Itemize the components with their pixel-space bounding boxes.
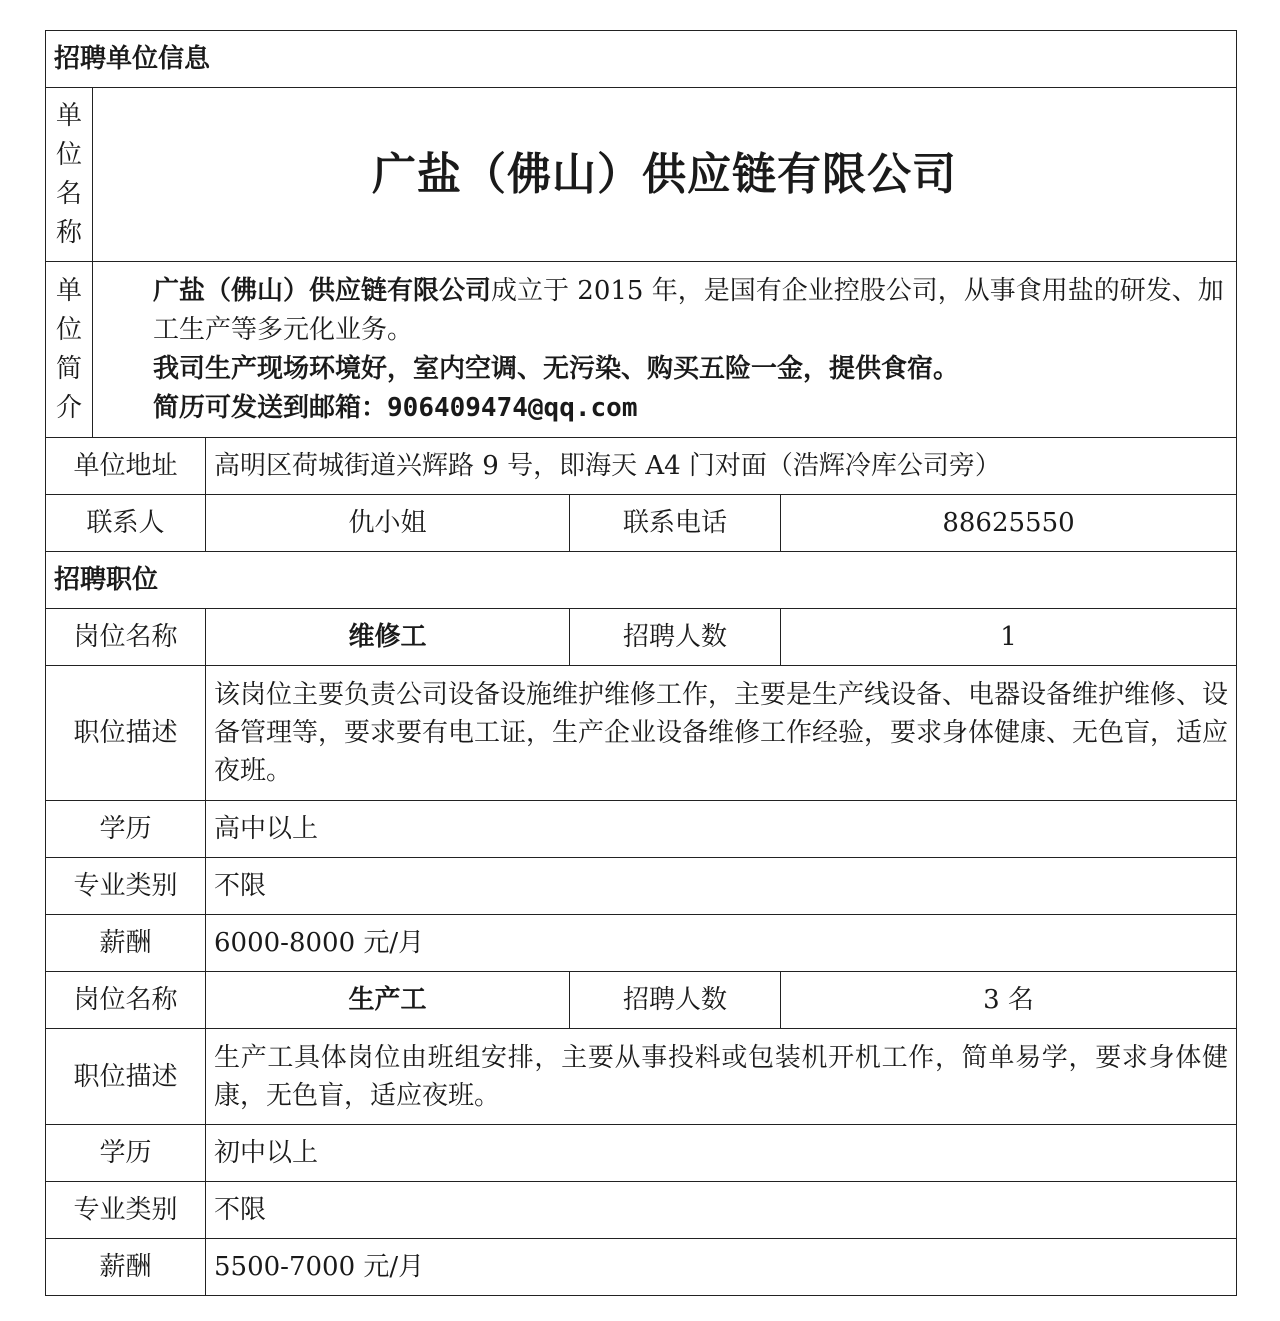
intro-line-1: 成立于 2015 年，是国有企业控股公司，从事食用盐的研发、加工生产等多元化业务。 xyxy=(153,275,1224,345)
job-1-count: 1 xyxy=(781,609,1237,666)
company-intro-label xyxy=(46,262,93,438)
section-row-company xyxy=(46,31,1237,88)
job-1-edu-label: 学历 xyxy=(46,801,206,858)
address-value: 高明区荷城街道兴辉路 9 号，即海天 A4 门对面（浩辉冷库公司旁） xyxy=(206,438,1237,495)
contact-label: 联系人 xyxy=(46,495,206,552)
job-1-major: 不限 xyxy=(206,858,1237,915)
job-2-salary: 5500-7000 元/月 xyxy=(206,1239,1237,1296)
vertical-label-char: 单 xyxy=(55,100,82,131)
section-row-jobs xyxy=(46,552,1237,609)
section-title-company: 招聘单位信息 xyxy=(46,31,1237,88)
vertical-label-char: 单 xyxy=(55,275,82,306)
job-1-salary-label: 薪酬 xyxy=(46,915,206,972)
company-name: 广盐（佛山）供应链有限公司 xyxy=(93,88,1237,262)
job-1-desc: 该岗位主要负责公司设备设施维护维修工作，主要是生产线设备、电器设备维护维修、设备管理等，要求要有电工证，生产企业设备维修工作经验，要求身体健康、无色盲，适应夜班。 xyxy=(206,666,1237,801)
address-label: 单位地址 xyxy=(46,438,206,495)
job-2-major: 不限 xyxy=(206,1182,1237,1239)
job-1-title-label: 岗位名称 xyxy=(46,609,206,666)
job-2-salary-label: 薪酬 xyxy=(46,1239,206,1296)
job-1-edu: 高中以上 xyxy=(206,801,1237,858)
job-1-title: 维修工 xyxy=(206,609,570,666)
intro-paragraph-1 xyxy=(101,272,1228,350)
intro-email-prefix: 简历可发送到邮箱： xyxy=(153,392,388,423)
job-2-title-label: 岗位名称 xyxy=(46,972,206,1029)
intro-company-name: 广盐（佛山）供应链有限公司 xyxy=(153,275,492,306)
job-2-count: 3 名 xyxy=(781,972,1237,1029)
section-title-jobs: 招聘职位 xyxy=(46,552,1237,609)
job-1-edu-row xyxy=(46,801,1237,858)
phone-value: 88625550 xyxy=(781,495,1237,552)
job-1-salary: 6000-8000 元/月 xyxy=(206,915,1237,972)
job-2-salary-row xyxy=(46,1239,1237,1296)
vertical-label-char: 简 xyxy=(55,353,82,384)
company-name-label xyxy=(46,88,93,262)
job-1-title-row xyxy=(46,609,1237,666)
job-1-salary-row xyxy=(46,915,1237,972)
company-intro xyxy=(93,262,1237,438)
job-1-major-label: 专业类别 xyxy=(46,858,206,915)
job-2-major-row xyxy=(46,1182,1237,1239)
vertical-label-char: 名 xyxy=(55,178,82,209)
vertical-label-char: 位 xyxy=(55,314,82,345)
intro-paragraph-2: 我司生产现场环境好，室内空调、无污染、购买五险一金，提供食宿。 xyxy=(153,353,960,384)
vertical-label-char: 称 xyxy=(55,217,82,248)
job-1-desc-row xyxy=(46,666,1237,801)
intro-email: 906409474@qq.com xyxy=(387,392,638,423)
company-intro-row xyxy=(46,262,1237,438)
job-1-desc-label: 职位描述 xyxy=(46,666,206,801)
vertical-label-char: 位 xyxy=(55,139,82,170)
job-2-desc-label: 职位描述 xyxy=(46,1029,206,1125)
job-1-major-row xyxy=(46,858,1237,915)
contact-row xyxy=(46,495,1237,552)
intro-paragraph-3 xyxy=(101,389,1228,428)
vertical-label-char: 介 xyxy=(55,392,82,423)
job-2-edu-label: 学历 xyxy=(46,1125,206,1182)
company-intro-label-text xyxy=(46,272,92,428)
phone-label: 联系电话 xyxy=(570,495,781,552)
address-row xyxy=(46,438,1237,495)
job-2-count-label: 招聘人数 xyxy=(570,972,781,1029)
job-2-desc: 生产工具体岗位由班组安排，主要从事投料或包装机开机工作，简单易学，要求身体健康，无色盲，适应夜班。 xyxy=(206,1029,1237,1125)
job-2-edu: 初中以上 xyxy=(206,1125,1237,1182)
job-2-title-row xyxy=(46,972,1237,1029)
job-1-count-label: 招聘人数 xyxy=(570,609,781,666)
company-name-label-text xyxy=(46,97,92,253)
recruitment-table xyxy=(45,30,1237,1296)
job-2-edu-row xyxy=(46,1125,1237,1182)
job-2-major-label: 专业类别 xyxy=(46,1182,206,1239)
company-name-row xyxy=(46,88,1237,262)
job-2-desc-row xyxy=(46,1029,1237,1125)
job-2-title: 生产工 xyxy=(206,972,570,1029)
contact-value: 仇小姐 xyxy=(206,495,570,552)
